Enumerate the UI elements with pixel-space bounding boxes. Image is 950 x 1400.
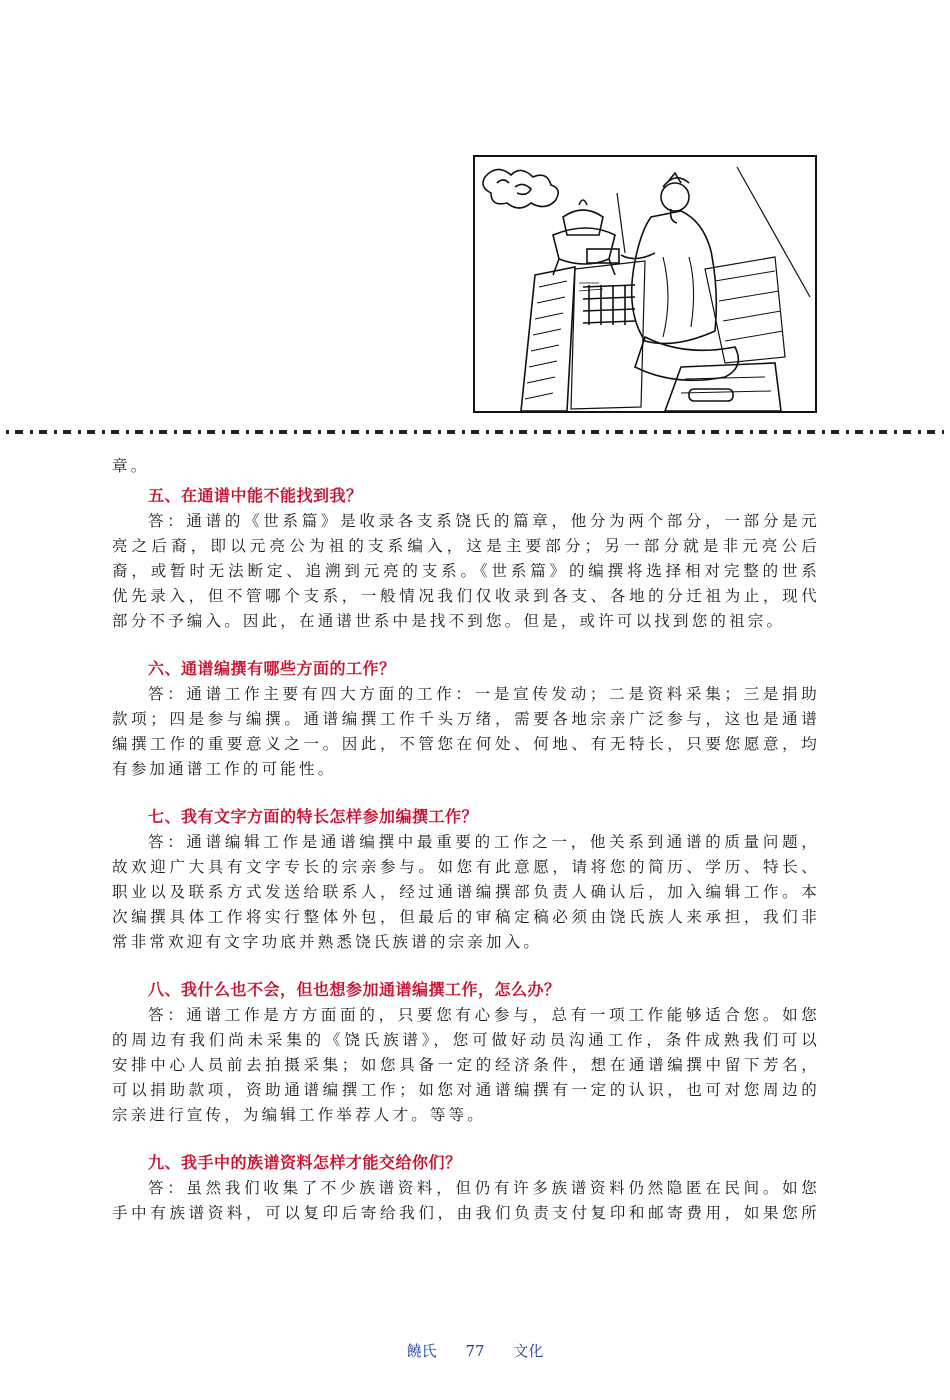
answer-line: 次编撰具体工作将实行整体外包，但最后的审稿定稿必须由饶氏族人来承担，我们非 <box>112 908 820 926</box>
footer-right: 文化 <box>513 1342 544 1360</box>
answer-line: 故欢迎广大具有文字专长的宗亲参与。如您有此意愿，请将您的简历、学历、特长、 <box>112 858 820 876</box>
section-heading: 八、我什么也不会，但也想参加通谱编撰工作，怎么办？ <box>148 980 561 999</box>
answer-line: 职业以及联系方式发送给联系人，经过通谱编撰部负责人确认后，加入编辑工作。本 <box>112 883 820 901</box>
answer-line: 可以捐助款项，资助通谱编撰工作；如您对通谱编撰有一定的认识，也可对您周边的 <box>112 1081 820 1099</box>
section-heading: 五、在通谱中能不能找到我？ <box>148 486 363 505</box>
answer-line: 的周边有我们尚未采集的《饶氏族谱》，您可做好动员沟通工作，条件成熟我们可以 <box>112 1031 820 1049</box>
answer-line: 手中有族谱资料，可以复印后寄给我们，由我们负责支付复印和邮寄费用，如果您所 <box>112 1204 820 1222</box>
section-heading: 九、我手中的族谱资料怎样才能交给你们？ <box>148 1153 462 1172</box>
answer-line: 编撰工作的重要意义之一。因此，不管您在何处、何地、有无特长，只要您愿意，均 <box>112 735 820 753</box>
qa-section <box>112 483 820 634</box>
answer-line: 亮之后裔，即以元亮公为祖的支系编入，这是主要部分；另一部分就是非元亮公后 <box>112 537 820 555</box>
answer-line: 答：通谱的《世系篇》是收录各支系饶氏的篇章，他分为两个部分，一部分是元 <box>148 512 820 530</box>
answer-line: 款项；四是参与编撰。通谱编撰工作千头万绪，需要各地宗亲广泛参与，这也是通谱 <box>112 710 820 728</box>
section-heading: 七、我有文字方面的特长怎样参加编撰工作？ <box>148 807 479 826</box>
answer-line: 优先录入，但不管哪个支系，一般情况我们仅收录到各支、各地的分迁祖为止，现代 <box>112 587 820 605</box>
qa-section <box>112 804 820 955</box>
section-heading: 六、通谱编撰有哪些方面的工作？ <box>148 659 396 678</box>
answer-line: 宗亲进行宣传，为编辑工作举荐人才。等等。 <box>112 1106 487 1124</box>
answer-line: 答：通谱工作是方方面面的，只要您有心参与，总有一项工作能够适合您。如您 <box>148 1006 820 1024</box>
footer-left: 饒氏 <box>406 1342 437 1360</box>
answer-line: 安排中心人员前去拍摄采集；如您具备一定的经济条件，想在通谱编撰中留下芳名， <box>112 1056 820 1074</box>
article-body <box>112 454 820 1248</box>
answer-line: 常非常欢迎有文字功底并熟悉饶氏族谱的宗亲加入。 <box>112 933 543 951</box>
page-number: 77 <box>465 1342 485 1360</box>
answer-line: 部分不予编入。因此，在通谱世系中是找不到您。但是，或许可以找到您的祖宗。 <box>112 612 786 630</box>
continuation-text: 章。 <box>112 457 150 475</box>
qa-section <box>112 1150 820 1226</box>
dotted-divider <box>6 430 944 434</box>
qa-section <box>112 656 820 782</box>
answer-line: 裔，或暂时无法断定、追溯到元亮的支系。《世系篇》的编撰将选择相对完整的世系 <box>112 562 820 580</box>
answer-line: 答：通谱编辑工作是通谱编撰中最重要的工作之一，他关系到通谱的质量问题， <box>148 833 820 851</box>
page-footer <box>0 1340 950 1361</box>
answer-line: 答：通谱工作主要有四大方面的工作：一是宣传发动；二是资料采集；三是捐助 <box>148 685 820 703</box>
scholar-writing-illustration <box>473 155 817 413</box>
qa-section <box>112 977 820 1128</box>
answer-line: 有参加通谱工作的可能性。 <box>112 760 337 778</box>
answer-line: 答：虽然我们收集了不少族谱资料，但仍有许多族谱资料仍然隐匿在民间。如您 <box>148 1179 820 1197</box>
